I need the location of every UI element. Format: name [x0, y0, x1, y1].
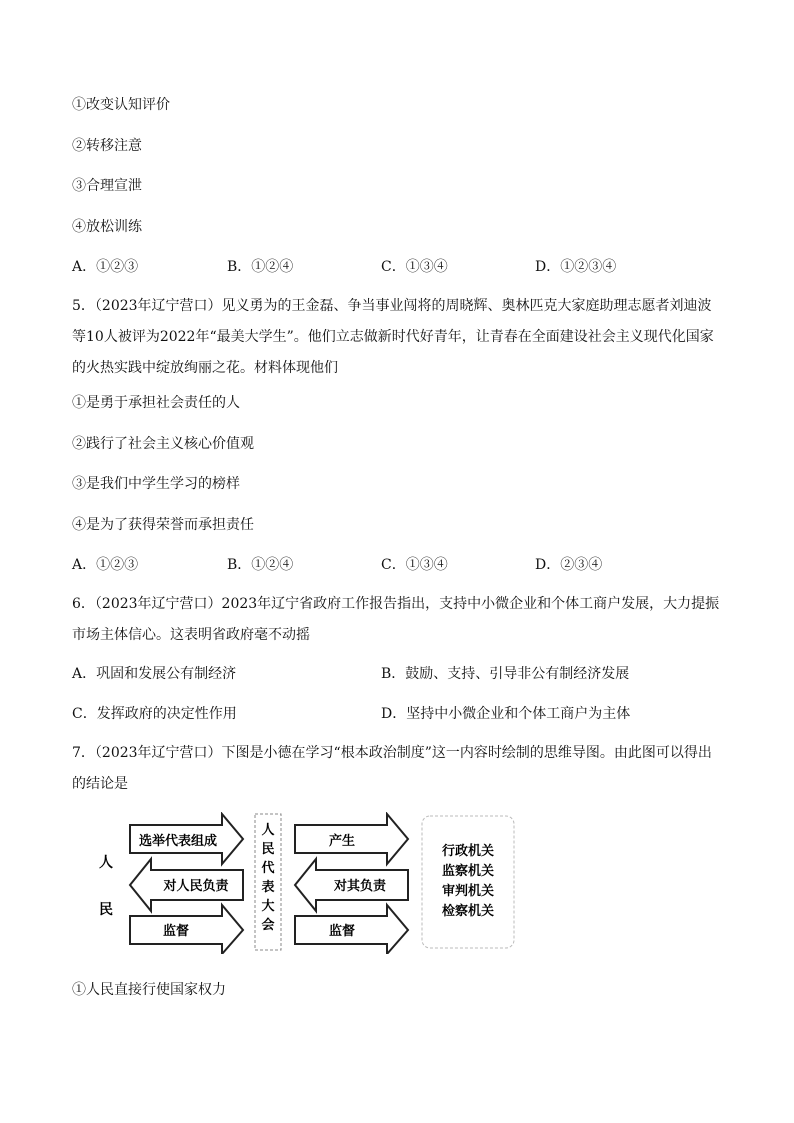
center-char: 会 — [261, 918, 275, 933]
q5-option-b: B．①②④ — [227, 557, 294, 573]
q4-option-b: B．①②④ — [227, 259, 294, 275]
q4-item-1: ①改变认知评价 — [72, 97, 170, 113]
arrow-label: 产生 — [328, 834, 356, 849]
q4-option-d: D．①②③④ — [535, 259, 617, 275]
q6-options-row-1 — [72, 664, 722, 684]
q5-item-4: ④是为了获得荣誉而承担责任 — [72, 517, 254, 533]
q5-item-3: ③是我们中学生学习的榜样 — [72, 476, 240, 492]
center-char: 人 — [261, 823, 275, 838]
organ-label: 监察机关 — [441, 864, 495, 879]
q5-item-2: ②践行了社会主义核心价值观 — [72, 436, 254, 452]
q4-option-c: C．①③④ — [381, 259, 448, 275]
q7-stem: 7．（2023年辽宁营口）下图是小德在学习“根本政治制度”这一内容时绘制的思维导图。由此图可以得出的结论是 — [72, 745, 712, 792]
center-char: 民 — [261, 842, 275, 857]
arrow-label: 对其负责 — [333, 879, 387, 894]
arrow-label: 选举代表组成 — [138, 834, 218, 849]
arrow-label: 对人民负责 — [163, 879, 229, 894]
organ-label: 审判机关 — [441, 884, 495, 899]
arrow-label: 监督 — [162, 924, 190, 939]
q4-item-4: ④放松训练 — [72, 219, 142, 235]
q4-option-a: A．①②③ — [72, 259, 139, 275]
center-char: 代 — [261, 861, 275, 876]
arrow-label: 监督 — [328, 924, 356, 939]
q6-option-a: A．巩固和发展公有制经济 — [72, 666, 237, 682]
q7-item-1: ①人民直接行使国家权力 — [72, 982, 226, 998]
mind-map-diagram — [90, 812, 520, 954]
q5-option-d: D．②③④ — [535, 557, 603, 573]
q5-option-a: A．①②③ — [72, 557, 139, 573]
q4-options — [72, 257, 722, 277]
people-char: 人 — [99, 855, 113, 871]
organ-label: 行政机关 — [441, 844, 495, 859]
q4-item-2: ②转移注意 — [72, 138, 142, 154]
organ-label: 检察机关 — [441, 904, 495, 919]
center-char: 大 — [261, 899, 275, 914]
q6-stem: 6．（2023年辽宁营口）2023年辽宁省政府工作报告指出，支持中小微企业和个体工商户发展，大力提振市场主体信心。这表明省政府毫不动摇 — [72, 596, 720, 643]
q5-item-1: ①是勇于承担社会责任的人 — [72, 395, 240, 411]
q6-option-b: B．鼓励、支持、引导非公有制经济发展 — [381, 666, 630, 682]
q6-options-row-2 — [72, 704, 722, 724]
q5-options — [72, 555, 722, 575]
q6-option-c: C．发挥政府的决定性作用 — [72, 706, 237, 722]
q6-option-d: D．坚持中小微企业和个体工商户为主体 — [381, 706, 631, 722]
q5-stem: 5．（2023年辽宁营口）见义勇为的王金磊、争当事业闯将的周晓辉、奥林匹克大家庭助理志愿者刘迪波等10人被评为2022年“最美大学生”。他们立志做新时代好青年，让青春在全面建设社会主义现代化国家的火热实践中绽放绚丽之花。材料体现他们 — [72, 298, 714, 376]
organs-box — [422, 816, 514, 948]
q5-option-c: C．①③④ — [381, 557, 448, 573]
q4-item-3: ③合理宣泄 — [72, 178, 142, 194]
center-char: 表 — [261, 880, 275, 895]
people-char: 民 — [99, 902, 113, 918]
